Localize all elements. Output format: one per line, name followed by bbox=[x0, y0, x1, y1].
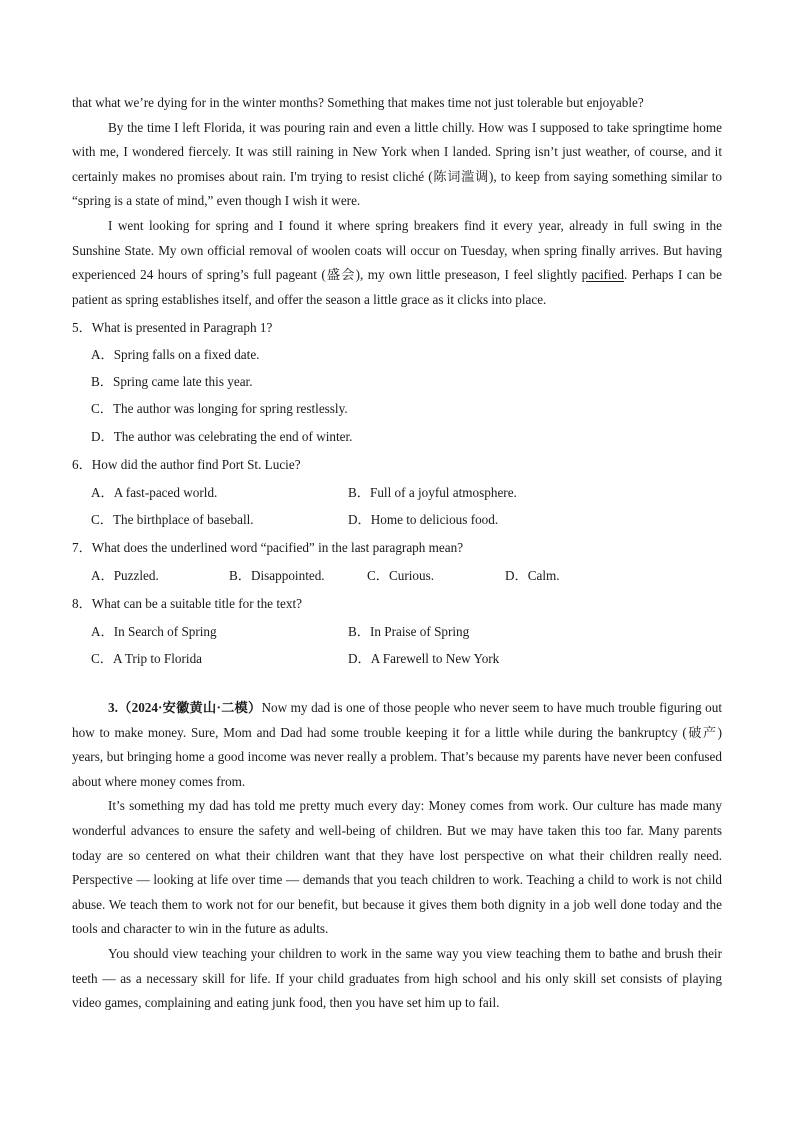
option-b: B．In Praise of Spring bbox=[348, 623, 470, 639]
question-8 bbox=[72, 590, 722, 672]
option-d: D．Home to delicious food. bbox=[348, 511, 499, 527]
paragraph-c-text-after: . Perhaps I can be patient as spring establishes itself, and offer the season a little grace as it clicks into place. bbox=[72, 267, 722, 307]
passage3-paragraph-3: You should view teaching your children to work in the same way you view teaching them to bathe and brush their teeth — as a necessary skill for life. If your child graduates from high school and his only skill set consists of playing video games, complaining and eating junk food, then you have set him up to fail. bbox=[72, 945, 722, 1011]
document-page bbox=[72, 91, 722, 1016]
passage2-paragraph-c bbox=[72, 214, 722, 312]
section-spacer bbox=[72, 672, 722, 696]
passage2-paragraph-a: that what we’re dying for in the winter months? Something that makes time not just tolerable but enjoyable? bbox=[72, 95, 644, 110]
option-d: D．Calm. bbox=[505, 567, 560, 583]
passage3-paragraph-2: It’s something my dad has told me pretty much every day: Money comes from work. Our culture has made many wonderful advances to ensure the safety and well-being of children. But we may have taken this too far. Many parents today are so centered on what their children want that they have lost perspective on what their children really need. Perspective — looking at life over time — demands that you teach children to work. Teaching a child to work is not child abuse. We teach them to work not for our benefit, but because it gives them both dignity in a job well done today and the tools and character to win in the future as adults. bbox=[72, 798, 722, 937]
question-stem: 7．What does the underlined word “pacified” in the last paragraph mean? bbox=[72, 540, 464, 556]
option-a: A．Puzzled. bbox=[91, 567, 159, 583]
option-a: A．A fast-paced world. bbox=[91, 484, 218, 500]
underlined-word-pacified: pacified bbox=[581, 267, 625, 283]
question-6 bbox=[72, 451, 722, 533]
paragraph-c-text-before: I went looking for spring and I found it where spring breakers find it every year, already in full swing in the Sunshine State. My own official removal of woolen coats will occur on Tuesday, when spring finally arrives. But having experienced 24 hours of spring’s full pageant (盛会), my own little preseason, I feel slightly bbox=[72, 217, 722, 283]
passage3-source-label: 3.（2024·安徽黄山·二模） bbox=[108, 699, 262, 715]
option-row bbox=[72, 618, 722, 645]
option-row bbox=[72, 645, 722, 672]
option-row bbox=[72, 562, 722, 589]
question-5 bbox=[72, 314, 722, 450]
question-stem: 5．What is presented in Paragraph 1? bbox=[72, 319, 273, 335]
passage3-paragraph-1 bbox=[72, 696, 722, 794]
option-row bbox=[72, 479, 722, 506]
option-c: C．Curious. bbox=[367, 567, 435, 583]
option-c: C．The author was longing for spring restlessly. bbox=[91, 401, 348, 417]
passage2-paragraph-b: By the time I left Florida, it was pouring rain and even a little chilly. How was I supposed to take springtime home with me, I wondered fiercely. It was still raining in New York when I landed. Spring isn’t just weather, of course, and it certainly makes no promises about rain. I'm trying to resist cliché (陈词滥调), to keep from saying something similar to “spring is a state of mind,” even though I wish it were. bbox=[72, 119, 722, 209]
option-d: D．The author was celebrating the end of winter. bbox=[91, 428, 353, 444]
option-d: D．A Farewell to New York bbox=[348, 650, 500, 666]
option-b: B．Disappointed. bbox=[229, 567, 325, 583]
option-a: A．Spring falls on a fixed date. bbox=[91, 347, 260, 363]
question-7 bbox=[72, 534, 722, 588]
option-c: C．The birthplace of baseball. bbox=[91, 511, 254, 527]
option-b: B．Spring came late this year. bbox=[91, 374, 253, 390]
option-row bbox=[72, 506, 722, 533]
option-a: A．In Search of Spring bbox=[91, 623, 217, 639]
question-stem: 8．What can be a suitable title for the text? bbox=[72, 596, 302, 612]
passage3-paragraph-1-text: Now my dad is one of those people who never seem to have much trouble figuring out how to make money. Sure, Mom and Dad had some trouble keeping it for a little while during the bankruptcy (破产) years, but bringing home a good income was never really a problem. That’s because my parents have never been confused about where money comes from. bbox=[72, 699, 723, 789]
question-stem: 6．How did the author find Port St. Lucie? bbox=[72, 457, 301, 473]
option-c: C．A Trip to Florida bbox=[91, 650, 203, 666]
option-b: B．Full of a joyful atmosphere. bbox=[348, 484, 517, 500]
